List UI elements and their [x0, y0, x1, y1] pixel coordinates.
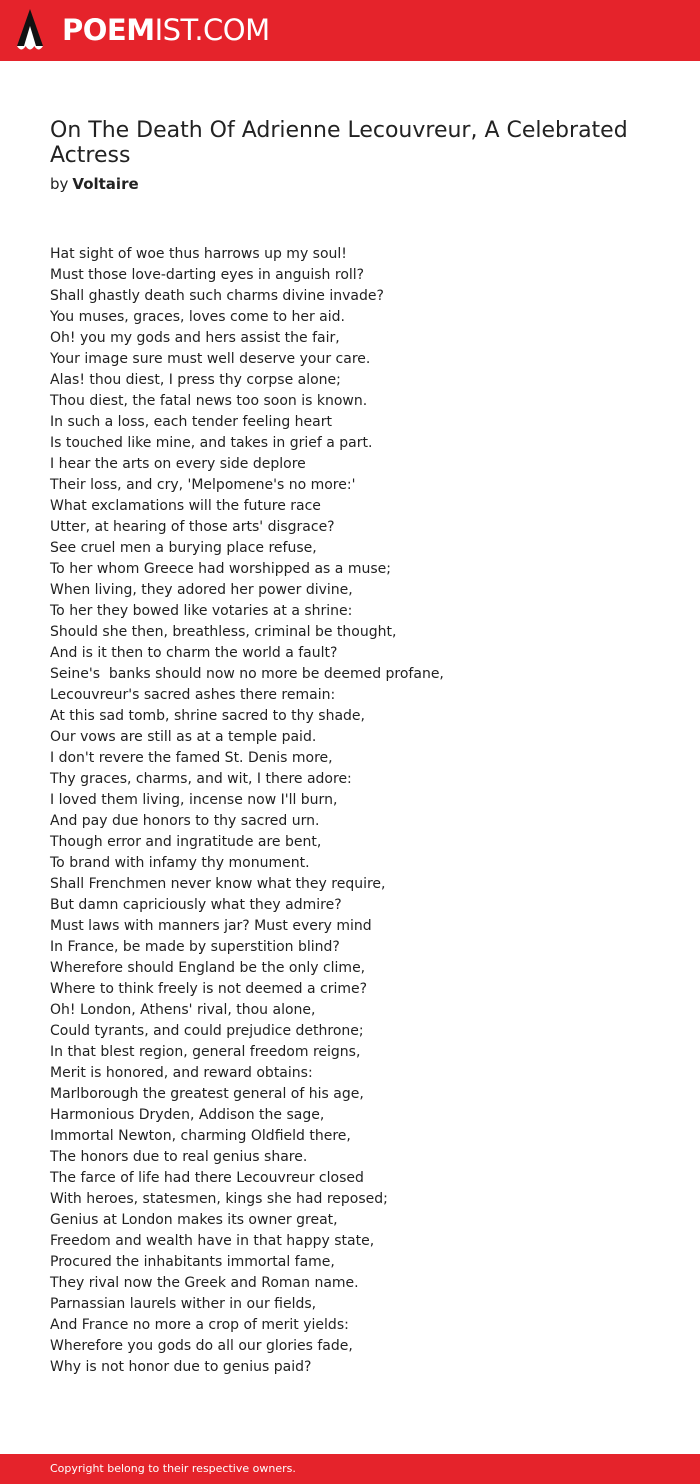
poem-line: Is touched like mine, and takes in grief a part.: [50, 435, 373, 451]
poem-line: Parnassian laurels wither in our fields,: [50, 1296, 317, 1312]
poem-line: To brand with infamy thy monument.: [50, 855, 310, 871]
poem-body: [50, 244, 650, 1378]
poem-line: Thou diest, the fatal news too soon is known.: [50, 393, 368, 409]
poem-line: Marlborough the greatest general of his age,: [50, 1086, 364, 1102]
poem-line: Why is not honor due to genius paid?: [50, 1359, 312, 1375]
poem-line: The farce of life had there Lecouvreur closed: [50, 1170, 364, 1186]
poem-line: I don't revere the famed St. Denis more,: [50, 750, 333, 766]
poem-line: Freedom and wealth have in that happy state,: [50, 1233, 375, 1249]
poem-line: Shall ghastly death such charms divine invade?: [50, 288, 384, 304]
poem-line: Merit is honored, and reward obtains:: [50, 1065, 313, 1081]
poem-line: What exclamations will the future race: [50, 498, 321, 514]
poem-line: Must those love-darting eyes in anguish roll?: [50, 267, 365, 283]
poem-line: To her whom Greece had worshipped as a muse;: [50, 561, 391, 577]
site-logo[interactable]: [62, 11, 270, 49]
author-name[interactable]: Voltaire: [72, 175, 139, 193]
poem-line: Wherefore you gods do all our glories fade,: [50, 1338, 353, 1354]
byline: [50, 173, 139, 195]
poem-line: Their loss, and cry, 'Melpomene's no more:': [50, 477, 356, 493]
poem-title: On The Death Of Adrienne Lecouvreur, A Celebrated Actress: [50, 118, 628, 168]
poem-line: I loved them living, incense now I'll burn,: [50, 792, 338, 808]
poem-line: Your image sure must well deserve your care.: [50, 351, 371, 367]
poem-line: Genius at London makes its owner great,: [50, 1212, 338, 1228]
poem-line: Oh! London, Athens' rival, thou alone,: [50, 1002, 316, 1018]
poem-line: Wherefore should England be the only clime,: [50, 960, 366, 976]
poem-line: You muses, graces, loves come to her aid.: [50, 309, 345, 325]
poem-line: With heroes, statesmen, kings she had reposed;: [50, 1191, 388, 1207]
poem-line: See cruel men a burying place refuse,: [50, 540, 317, 556]
poem-line: At this sad tomb, shrine sacred to thy shade,: [50, 708, 365, 724]
poem-line: Lecouvreur's sacred ashes there remain:: [50, 687, 336, 703]
poem-line: Alas! thou diest, I press thy corpse alone;: [50, 372, 341, 388]
poem-line: In that blest region, general freedom reigns,: [50, 1044, 361, 1060]
poem-line: In France, be made by superstition blind?: [50, 939, 340, 955]
pencil-logo-icon[interactable]: [17, 9, 43, 53]
poem-line: Hat sight of woe thus harrows up my soul!: [50, 246, 347, 262]
poem-line: In such a loss, each tender feeling heart: [50, 414, 332, 430]
poem-line: Seine's banks should now no more be deemed profane,: [50, 666, 444, 682]
copyright-text: Copyright belong to their respective owners.: [50, 1462, 296, 1475]
site-footer: [0, 1454, 700, 1484]
poem-line: Harmonious Dryden, Addison the sage,: [50, 1107, 325, 1123]
poem-line: Should she then, breathless, criminal be thought,: [50, 624, 397, 640]
site-header: [0, 0, 700, 61]
poem-line: And is it then to charm the world a fault?: [50, 645, 338, 661]
poem-line: Oh! you my gods and hers assist the fair,: [50, 330, 340, 346]
by-label: by: [50, 175, 69, 193]
poem-line: Our vows are still as at a temple paid.: [50, 729, 317, 745]
poem-line: Though error and ingratitude are bent,: [50, 834, 322, 850]
poem-line: Utter, at hearing of those arts' disgrace?: [50, 519, 335, 535]
poem-line: Could tyrants, and could prejudice dethrone;: [50, 1023, 364, 1039]
poem-line: Procured the inhabitants immortal fame,: [50, 1254, 335, 1270]
poem-line: Thy graces, charms, and wit, I there adore:: [50, 771, 352, 787]
logo-light-text: IST.COM: [154, 13, 270, 47]
poem-line: And pay due honors to thy sacred urn.: [50, 813, 320, 829]
poem-line: Must laws with manners jar? Must every mind: [50, 918, 372, 934]
logo-strong-text: POEM: [62, 13, 155, 47]
poem-line: When living, they adored her power divine,: [50, 582, 353, 598]
poem-line: To her they bowed like votaries at a shrine:: [50, 603, 353, 619]
poem-line: Shall Frenchmen never know what they require,: [50, 876, 386, 892]
poem-line: Immortal Newton, charming Oldfield there,: [50, 1128, 351, 1144]
poem-line: Where to think freely is not deemed a crime?: [50, 981, 368, 997]
poem-line: I hear the arts on every side deplore: [50, 456, 306, 472]
poem-line: But damn capriciously what they admire?: [50, 897, 342, 913]
poem-line: They rival now the Greek and Roman name.: [50, 1275, 359, 1291]
poem-line: The honors due to real genius share.: [50, 1149, 308, 1165]
poem-line: And France no more a crop of merit yields:: [50, 1317, 349, 1333]
